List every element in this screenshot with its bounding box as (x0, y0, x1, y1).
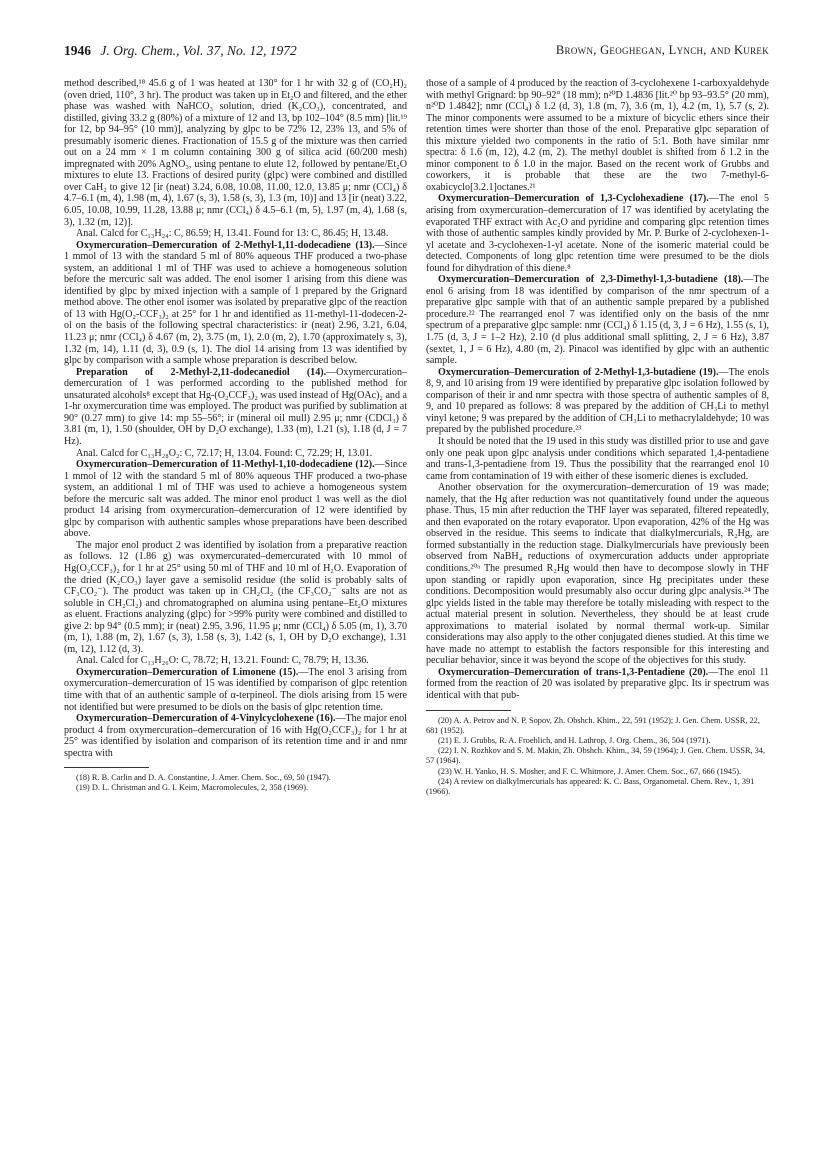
paragraph: Oxymercuration–Demercuration of 2-Methyl-1,11-dodecadiene (13).—Since 1 mmol of 13 with the standard 5 ml of 80% aqueous THF produced a two-phase system, an additional 1 ml of THF was used to achieve a homogeneous solution before the mercuric salt was added. The enol isomer 1 arising from this diene was identified by glpc by mixed injection with a sample of 1 prepared by the Grignard method above. The other enol isomer was isolated by preparative glpc of the reaction of 13 with Hg(O₂-CCF₃)₂ at 25° for 1 hr and identified as 11-methyl-11-dodecen-2-ol on the basis of the following spectral characteristics: ir (neat) 2.96, 3.21, 6.04, 11.23 μ; nmr (CCl₄) δ 4.67 (m, 2), 3.75 (m, 1), 2.0 (m, 2), 1.70 (approximately s, 3), 1.32 (m, 14), 1.11 (d, 3), 0.9 (s, 1). The diol 14 arising from 13 was identified by glpc by comparison with a sample whose preparation is described below. (64, 239, 407, 367)
paragraph: Anal. Calcd for C₁₃H₂₄: C, 86.59; H, 13.41. Found for 13: C, 86.45; H, 13.48. (76, 228, 389, 240)
footnote: (18) R. B. Carlin and D. A. Constantine, J. Amer. Chem. Soc., 69, 50 (1947). (76, 773, 331, 783)
footnote: (21) E. J. Grubbs, R. A. Froehlich, and H. Lathrop, J. Org. Chem., 36, 504 (1971). (438, 735, 711, 745)
paragraph: Oxymercuration–Demercuration of trans-1,3-Pentadiene (20).—The enol 11 formed from the reaction of 20 was isolated by preparative glpc. Its ir spectrum was identical with that pub- (426, 666, 769, 701)
footnote: (19) D. L. Christman and G. I. Keim, Macromolecules, 2, 358 (1969). (76, 783, 309, 793)
paragraph: those of a sample of 4 produced by the reaction of 3-cyclohexene 1-carboxyaldehyde with methyl Grignard: bp 90–92° (18 mm); n²⁰D 1.4836 [lit.²⁰ bp 93–93.5° (20 mm), n²⁰D 1.4842]; nmr (CCl₄) δ 1.2 (d, 3), 1.8 (m, 7), 3.6 (m, 1), 4.2 (m, 1), 5.7 (s, 2). The minor components were assumed to be a mixture of bicyclic ethers since their retention times were shorter than those of the enol. Preparative glpc separation of this mixture yielded two components in the ratio of 5:1. Both have similar nmr spectra: δ 1.6 (m, 12), 4.2 (m, 2). The methyl doublet is shifted from δ 1.2 in the minor component to δ 1.0 in the major. Based on the recent work of Grubbs and coworkers, it is probable that these are the two 7-methyl-6-oxabicyclo[3.2.1]octanes.²¹ (426, 78, 769, 193)
paragraph: It should be noted that the 19 used in this study was distilled prior to use and gave only one peak upon glpc analysis under conditions which separated 1,4-pentadiene and trans-1,3-pentadiene from 19. Thus the possibility that the rearranged enol 10 came from contamination of 19 with either of these isomeric dienes is excluded. (426, 435, 769, 482)
running-header (64, 43, 769, 61)
header-left (64, 43, 297, 59)
footnote: (20) A. A. Petrov and N. P. Sopov, Zh. Obshch. Khim., 22, 591 (1952); J. Gen. Chem. USSR, 22, 681 (1952). (426, 715, 760, 735)
footnote: (23) W. H. Yanko, H. S. Mosher, and F. C. Whitmore, J. Amer. Chem. Soc., 67, 666 (1945). (438, 766, 742, 776)
paragraph: Oxymercuration–Demercuration of 2-Methyl-1,3-butadiene (19).—The enols 8, 9, and 10 arising from 19 were identified by preparative glpc isolation followed by comparison of their ir and nmr spectra with those spectra of authentic samples of 8, 9, and 10 prepared as follows: 8 was prepared by the addition of CH₃Li to methyl vinyl ketone; 9 was prepared by the addition of CH₃Li to methacrylaldehyde; 10 was prepared by the published procedure.²³ (426, 366, 769, 436)
paragraph: Another observation for the oxymercuration–demercuration of 19 was made; namely, that the Hg after reduction was not quantitatively found under the aqueous phase. Thus, 15 min after reduction the THF layer was separated, filtered repeatedly, and then evaporated on the rotary evaporator. Upon evaporation, 42% of the Hg was observed in the residue. This seems to indicate that dialkylmercurials, R₂Hg, are formed substantially in the reduction stage. Dialkylmercurials have previously been observed from NaBH₄ reductions of oxymercuration adducts under appropriate conditions.²⁰ᵃ The presumed R₂Hg would then have to decompose slowly in THF upon standing or rapidly upon evaporation, since Hg precipitates under these conditions. Decomposition would presumably also occur during glpc analysis.²⁴ The glpc yields listed in the table may therefore be totally misleading with respect to the actual material present in solution. Nevertheless, they should be at least crude approximations to material isolated by normal thermal work-up. Similar considerations may also apply to the other conjugated dienes studied. At this time we have made no attempt to establish the factors responsible for this interesting and peculiar behavior, since it was beyond the scope of the objectives for this study. (426, 482, 769, 667)
paragraph: Oxymercuration–Demercuration of 11-Methyl-1,10-dodecadiene (12).—Since 1 mmol of 12 with the standard 5 ml of 80% aqueous THF produced a two-phase system, an additional 1 ml of THF was used to achieve a homogeneous system before the mercuric salt was added. The minor enol product 1 was well as the diol product 14 arising from oxymercuration–demercuration of 12 were identified by glpc by comparison with authentic samples whose preparations have been described above. (64, 459, 407, 540)
paragraph: method described,¹⁸ 45.6 g of 1 was heated at 130° for 1 hr with 32 g of (CO₂H)₂ (oven dried, 110°, 3 hr). The product was taken up in Et₂O and filtered, and the ether phase was washed with NaHCO₃ solution, dried (K₂CO₃), concentrated, and distilled, giving 33.2 g (80%) of a mixture of 12 and 13, bp 102–104° (8.5 mm) [lit.¹⁹ for 12, bp 94–95° (10 mm)], analyzing by glpc to be 72% 12, 23% 13, and 5% of presumably isomeric dienes. Fractionation of 15.5 g of the mixture was then carried out on a 24 mm × 1 m column containing 300 g of silica acid (60/200 mesh) impregnated with 20% AgNO₃, using pentane to elute 12, followed by pentane/Et₂O mixtures to elute 13. Fractions of desired purity (glpc) were combined and distilled over CaH₂ to give 12 [ir (neat) 3.24, 6.08, 10.08, 11.00, 12.0, 13.85 μ; nmr (CCl₄) δ 4.7–6.1 (m, 4), 1.98 (m, 4), 1.67 (s, 3), 1.58 (s, 3), 1.3 (m, 10)] and 13 [ir (neat) 3.22, 6.05, 10.08, 10.99, 11.28, 13.88 μ; nmr (CCl₄) δ 4.5–6.1 (m, 5), 1.97 (m, 4), 1.68 (s, 3), 1.32 (m, 12)]. (64, 78, 407, 228)
paragraph: The major enol product 2 was identified by isolation from a preparative reaction as follows. 12 (1.86 g) was oxymercurated–demercurated with 10 mmol of Hg(O₂CCF₃)₂ for 1 hr at 25° using 50 ml of THF and 10 ml of H₂O. Evaporation of the dried (K₂CO₃) layer gave a semisolid residue (the solid is probably salts of CF₃CO₂⁻). The product was taken up in CH₂Cl₂ (the CF₃CO₂⁻ salts are not as soluble in CH₂Cl₂) and chromatographed on alumina using pentane–Et₂O mixtures as eluent. Fractions analyzing (glpc) for >99% purity were combined and distilled to give 2: bp 94° (0.5 mm); ir (neat) 2.95, 3.96, 11.95 μ; nmr (CCl₄) δ 5.05 (m, 1), 3.70 (m, 1), 1.88 (m, 2), 1.67 (s, 3), 1.58 (s, 3), 1.42 (s, 1, OH by D₂O exchange), 1.31 (m, 12), 1.12 (d, 3). (64, 539, 407, 655)
footnote-rule (426, 710, 511, 711)
paragraph: Anal. Calcd for C₁₃H₂₈O₂: C, 72.17; H, 13.04. Found: C, 72.29; H, 13.01. (76, 447, 373, 459)
footnote: (22) I. N. Rozhkov and S. M. Makin, Zh. Obshch. Khim., 34, 59 (1964); J. Gen. Chem. USSR, 34, 57 (1964). (426, 746, 766, 766)
paragraph: Oxymercuration–Demercuration of 2,3-Dimethyl-1,3-butadiene (18).—The enol 6 arising from 18 was identified by comparison of the nmr spectrum of a preparative glpc sample with that of an authentic sample prepared by a published procedure.²² The rearranged enol 7 was identified only on the basis of the nmr spectrum of a preparative glpc sample: nmr (CCl₄) δ 1.15 (d, 3, J = 6 Hz), 1.55 (s, 1), 1.75 (d, 3, J = 1–2 Hz), 2.10 (d plus additional small splitting, 2, J = 6 Hz), 3.87 (sextet, 1, J = 6 Hz), 4.80 (m, 2). Pinacol was identified by glpc with an authentic sample. (426, 274, 769, 367)
footnote: (24) A review on dialkylmercurials has appeared: K. C. Bass, Organometal. Chem. Rev., 1, 391 (1966). (426, 776, 755, 796)
footnote-rule (64, 767, 149, 768)
page-number: 1946 (64, 43, 91, 58)
paragraph: Oxymercuration–Demercuration of Limonene (15).—The enol 3 arising from oxymercuration–demercuration of 15 was identified by comparison of glpc retention time with that of an authentic sample of α-terpineol. The diols arising from 15 were not identified but were presumed to be diols on the basis of glpc retention time. (64, 666, 407, 713)
right-column (426, 78, 769, 1088)
paragraph: Oxymercuration–Demercuration of 4-Vinylcyclohexene (16).—The major enol product 4 from oxymercuration–demercuration of 16 with Hg(O₂CCF₃)₂ for 1 hr at 25° was identified by isolation and comparison of its retention time and ir and nmr spectra with (64, 713, 407, 759)
paragraph: Oxymercuration–Demercuration of 1,3-Cyclohexadiene (17).—The enol 5 arising from oxymercuration–demercuration of 17 was identified by acetylating the evaporated THF extract with Ac₂O and pyridine and comparing glpc retention times with those of authentic samples kindly provided by Mr. P. Burke of 2-cyclohexen-1-yl acetate and 3-cyclohexen-1-yl acetate. None of the isomeric material could be detected. Components of long glpc retention time were presumed to be the diols found for dihydration of this diene.⁸ (426, 193, 769, 274)
left-column (64, 78, 407, 1088)
paragraph: Anal. Calcd for C₁₃H₂₆O: C, 78.72; H, 13.21. Found: C, 78.79; H, 13.36. (76, 655, 369, 667)
author-line: Brown, Geoghegan, Lynch, and Kurek (555, 43, 769, 57)
journal-citation: J. Org. Chem., Vol. 37, No. 12, 1972 (100, 43, 297, 58)
paragraph: Preparation of 2-Methyl-2,11-dodecanediol (14).—Oxymercuration–demercuration of 1 was performed according to the published method for unsaturated alcohols⁸ except that Hg-(O₂CCF₃)₂ was used instead of Hg(OAc)₂ and a 1-hr oxymercuration time was employed. The product was purified by sublimation at 90° (0.27 mm) to give 14: mp 55–56°; ir (mineral oil mull) 2.95 μ; nmr (CDCl₃) δ 3.81 (m, 1), 1.50 (shoulder, OH by D₂O exchange), 1.33 (m), 1.21 (s), 1.18 (d, J = 7 Hz). (64, 366, 407, 447)
